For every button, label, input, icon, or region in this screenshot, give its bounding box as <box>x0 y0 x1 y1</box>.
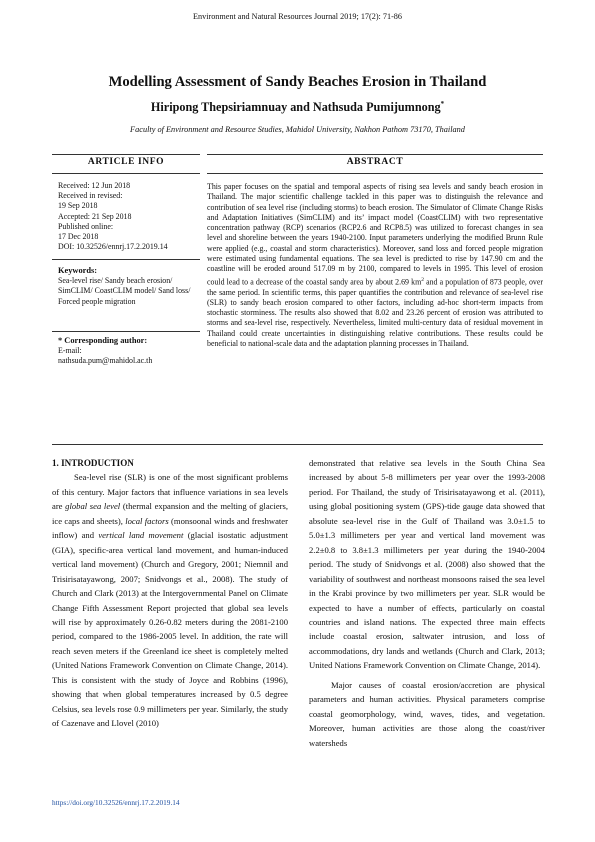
article-info-heading: ARTICLE INFO <box>87 157 165 167</box>
email-address: nathsuda.pum@mahidol.ac.th <box>58 356 153 366</box>
text-run: Sea-level rise (SLR) is one of the most significant problems of this century. Major factors that influence variations in sea levels are <box>52 472 288 512</box>
paragraph: demonstrated that relative sea levels in the South China Sea increased by about 5-8 millimeters per year over the 1993-2008 period. For Thailand, the study of Trisirisatayawong et al. (2011), using global positioning system (GPS)-tide gauge data showed that absolute sea-level rise in the Gulf of Thailand was 3.0±1.5 to 5.0±1.3 millimeters per year and vertical land movement was 2.2±0.8 to 3.8±1.3 millimeters per year during the 1940-2004 period. The study of Snidvongs et al. (2008) also showed that the variability of southwest and northeast monsoons raised the sea level in the Krabi province by two millimeters per year. SLR would be expected to have a number of effects, particularly on coastal countries and island nations. The expected three main effects include coastal erosion, saltwater intrusion, and loss of accommodations, dry lands and wetlands (Church and Clark, 2013; United Nations Framework Convention on Climate Change, 2014). <box>309 458 545 671</box>
info-rule-bottom <box>52 173 200 174</box>
paragraph: Major causes of coastal erosion/accretion are physical parameters and human activities. Physical parameters comprise coastal geomorphology, wind, waves, tides, and vegetation. Moreover, human activities are those along the coast/river watersheds <box>309 679 545 748</box>
paper-title: Modelling Assessment of Sandy Beaches Erosion in Thailand <box>108 74 487 90</box>
body-column-left <box>52 456 288 731</box>
abstract-rule-top <box>207 154 543 155</box>
date-line: Received in revised: <box>58 191 123 201</box>
abstract-part-1: This paper focuses on the spatial and temporal aspects of rising sea levels and sandy beach erosion in Thailand. The major scientific challenge tackled in this paper was to distinguish the relevance and contribution of sea level rise (including storms) to beach erosion. The Simulator of Climate Change Risks and Adaptation Initiatives (SimCLIM) and its’ impact model (CoastCLIM) with two representative concentration pathway (RCP) scenarios (RCP2.6 and RCP8.5) was utilized to forecast changes in sea level and shoreline between the years 1940-2100. Input parameters underlying the modified Brunn Rule were applied (e.g., coastal and storm characteristics). Moreover, sand loss and forced people migration were estimated using fundamental equations. The sea level is predicted to rise by 147.90 cm and the coastline will be eroded around 517.09 m by 2100, compared to levels in 1995. This level of erosion could lead to a decrease of the coastal sandy area by about 2.69 km <box>207 182 543 287</box>
affiliation: Faculty of Environment and Resource Studies, Mahidol University, Nakhon Pathom 73170, Thailand <box>130 125 465 134</box>
superscript: 2 <box>421 276 424 283</box>
italic-term: vertical land movement <box>98 530 184 541</box>
keywords-text: Sea-level rise/ Sandy beach erosion/ SimCLIM/ CoastCLIM model/ Sand loss/ Forced people migration <box>58 276 191 306</box>
author-mark: * <box>440 100 445 108</box>
corresponding-block <box>58 336 200 367</box>
date-line: Received: 12 Jun 2018 <box>58 181 131 190</box>
italic-term: local factors <box>125 515 169 526</box>
info-divider <box>52 259 200 260</box>
abstract-heading: ABSTRACT <box>346 157 404 167</box>
doi-link[interactable]: https://doi.org/10.32526/ennrj.17.2.2019.14 <box>52 798 180 807</box>
abstract-rule-end <box>52 444 543 445</box>
authors: Hiripong Thepsiriamnuay and Nathsuda Pumijumnong <box>150 100 441 115</box>
date-line: 17 Dec 2018 <box>58 232 99 242</box>
paragraph <box>52 470 288 730</box>
keywords-label: Keywords: <box>58 266 98 275</box>
article-doi: DOI: 10.32526/ennrj.17.2.2019.14 <box>58 242 168 252</box>
date-line: Published online: <box>58 221 114 231</box>
abstract-part-2: and a population of 873 people, over the same period. In scientific terms, this paper quantifies the contribution and relevance of sea-level rise (SLR) to sandy beach erosion compared to other factors, including ad-hoc short-term impacts from stochastic storminess. The results also showed that 8.02 and 23.26 percent of erosion was attributed to storms and sea-level rise, respectively. Nevertheless, limited multi-century data of residual movement in Thailand could create uncertainties in distinguishing relative contributions. These results could be beneficial to national-scale data and the adaptation planning processes in Thailand. <box>207 277 544 349</box>
text-run: (thermal expansion and the melting of glaciers, ice caps and sheets), <box>52 501 289 526</box>
info-rule-top <box>52 154 200 155</box>
section-heading: 1. INTRODUCTION <box>52 458 134 468</box>
date-line: 19 Sep 2018 <box>58 201 98 211</box>
text-run: (glacial isostatic adjustment (GIA), specific-area vertical land movement, and human-induced vertical land movement) (Church and Gregory, 2001; Niemnil and Trisirisatayawong, 2007; Snidvongs et al., 2008). The study of Church and Clark (2013) at the Intergovernmental Panel on Climate Change Fifth Assessment Report projected that global sea levels will rise by approximately 0.26-0.82 meters during the 2081-2100 period, compared to the 1986-2005 level. In addition, the rate will reach seven meters if the Greenland ice sheet is completely melted (United Nations Framework Convention on Climate Change, 2014). This is consistent with the study of Joyce and Robbins (1996), showing that when global temperatures increased by 0.5 degree Celsius, sea levels rose 0.9 millimeters per year. Similarly, the study of Cazenave and Llovel (2010) <box>52 530 288 729</box>
abstract-text <box>207 182 543 349</box>
corresponding-label: * Corresponding author: <box>58 336 148 345</box>
keywords-block <box>58 266 198 307</box>
text-run: (monsoonal winds and freshwater inflow) and <box>52 515 288 541</box>
info-divider <box>52 331 200 332</box>
email-label: E-mail: <box>58 346 82 356</box>
author-line <box>0 100 595 115</box>
journal-header: Environment and Natural Resources Journal 2019; 17(2): 71-86 <box>193 12 402 21</box>
date-line: Accepted: 21 Sep 2018 <box>58 211 132 221</box>
body-column-right <box>309 456 545 750</box>
abstract-rule-bottom <box>207 173 543 174</box>
article-dates <box>58 181 200 252</box>
italic-term: global sea level <box>65 501 121 512</box>
